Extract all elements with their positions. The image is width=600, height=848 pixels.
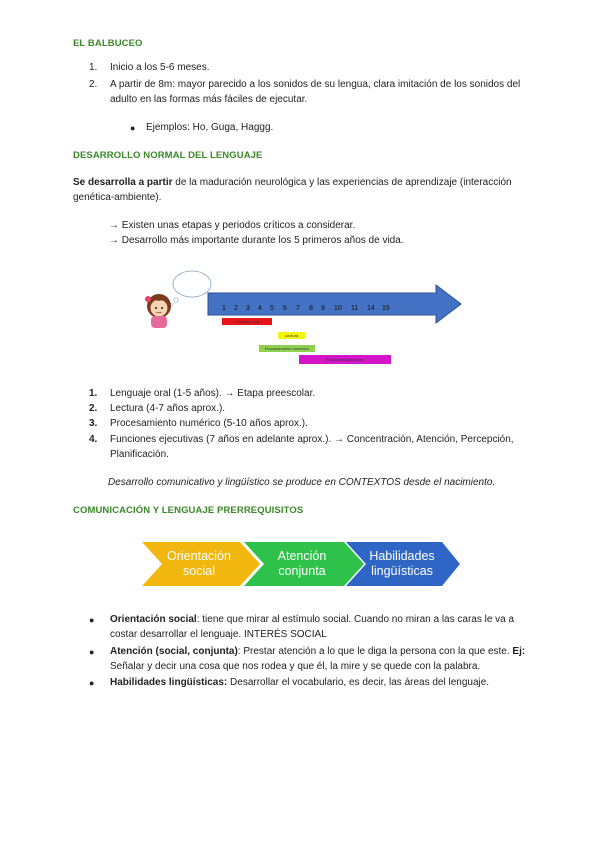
tick-label: 6 (283, 305, 287, 312)
chevron-label (160, 549, 238, 579)
tick-label: 7 (296, 305, 300, 312)
list-item-text: Lenguaje oral (1-5 años). → Etapa preescolar. (110, 388, 316, 399)
list-item-text: Procesamiento numérico (5-10 años aprox.). (110, 418, 308, 429)
chevron-label (262, 549, 342, 579)
chevron-label-line: lingüísticas (371, 564, 433, 578)
bullet-text-cont: Señalar y decir una cosa que nos rodea y que él, la mire y se quede con la palabra. (110, 661, 481, 672)
bullet-dot: ● (130, 123, 136, 133)
list-number: 2. (89, 403, 98, 414)
bullet-dot: ● (89, 678, 95, 688)
intro-paragraph-cont: genética-ambiente). (73, 192, 162, 203)
list-item-text-cont: adulto en las formas más fáciles de ejecutar. (110, 94, 308, 105)
list-item-text-cont: Planificación. (110, 449, 169, 460)
bullet-bold: Orientación social (110, 614, 197, 625)
list-number: 1. (89, 388, 98, 399)
bullet-rest: : tiene que mirar al estímulo social. Cuando no miran a las caras le va a (196, 614, 515, 625)
bullet-text (110, 612, 514, 627)
intro-bold: Se desarrolla a partir (73, 177, 173, 188)
bar-label: Lectura (284, 333, 299, 338)
tick-label: 2 (234, 305, 238, 312)
chevron-label (360, 549, 444, 579)
tick-label: 1 (222, 305, 226, 312)
tick-label: 15 (382, 305, 390, 312)
list-item-text: Lectura (4-7 años aprox.). (110, 403, 226, 414)
bar-funciones-ejecutivas (299, 355, 391, 364)
timeline-ticks (222, 305, 402, 315)
timeline-diagram (145, 268, 475, 373)
list-number: 4. (89, 434, 98, 445)
tick-label: 8 (309, 305, 313, 312)
list-item-text: Inicio a los 5-6 meses. (110, 62, 210, 73)
arrow-line-2: → Desarrollo más importante durante los 5 primeros años de vida. (109, 235, 404, 246)
tick-label: 5 (270, 305, 274, 312)
tick-label: 11 (351, 305, 359, 312)
chevron-label-line: Atención (277, 549, 327, 563)
bar-label: Procesamiento numérico (264, 346, 310, 351)
list-number: 3. (89, 418, 98, 429)
italic-note: Desarrollo comunicativo y lingüístico se produce en CONTEXTOS desde el nacimiento. (108, 477, 496, 488)
bullet-text (110, 644, 525, 659)
tick-label: 10 (334, 305, 342, 312)
chevron-label-line: conjunta (278, 564, 326, 578)
list-number: 2. (89, 79, 98, 90)
bullet-rest: : Prestar atención a lo que le diga la persona con la que este. (237, 646, 513, 657)
bullet-dot: ● (89, 615, 95, 625)
intro-rest: de la maduración neurológica y las experiencias de aprendizaje (interacción (172, 177, 512, 188)
list-number: 1. (89, 62, 98, 73)
tick-label: 4 (258, 305, 262, 312)
chevron-label-line: Habilidades (369, 549, 435, 563)
bullet-rest: Desarrollar el vocabulario, es decir, las áreas del lenguaje. (227, 677, 490, 688)
bullet-text (110, 675, 489, 690)
bullet-bold-2: Ej: (512, 646, 526, 657)
tick-label: 9 (321, 305, 325, 312)
intro-paragraph (73, 175, 512, 190)
bullet-bold: Atención (social, conjunta) (110, 646, 238, 657)
chevron-label-line: Orientación (167, 549, 231, 563)
tick-label: 3 (246, 305, 250, 312)
section-title-desarrollo: DESARROLLO NORMAL DEL LENGUAJE (73, 150, 263, 161)
list-item-text: Funciones ejecutivas (7 años en adelante aprox.). → Concentración, Atención, Percepción, (110, 434, 514, 445)
bar-lenguaje-oral (222, 318, 272, 325)
tick-label: 14 (367, 305, 375, 312)
bullet-dot: ● (89, 647, 95, 657)
section-title-balbuceo: EL BALBUCEO (73, 38, 143, 49)
bar-label: Funciones ejecutivas (326, 357, 364, 362)
list-item-text: A partir de 8m: mayor parecido a los sonidos de su lengua, clara imitación de los sonidos del (110, 79, 521, 90)
section-title-comunicacion: COMUNICACIÓN Y LENGUAJE PRERREQUISITOS (73, 505, 304, 516)
chevron-label-line: social (183, 564, 215, 578)
bar-label: Lenguaje oral (234, 319, 260, 324)
bullet-text: Ejemplos: Ho, Guga, Haggg. (146, 122, 274, 133)
bullet-text-cont: costar desarrollar el lenguaje. INTERÉS SOCIAL (110, 629, 327, 640)
bullet-bold: Habilidades lingüísticas: (110, 677, 228, 688)
arrow-line-1: → Existen unas etapas y periodos críticos a considerar. (109, 220, 356, 231)
girl-thinking-icon (145, 268, 215, 328)
bar-procesamiento-numerico (259, 345, 315, 352)
bar-lectura (278, 332, 305, 339)
